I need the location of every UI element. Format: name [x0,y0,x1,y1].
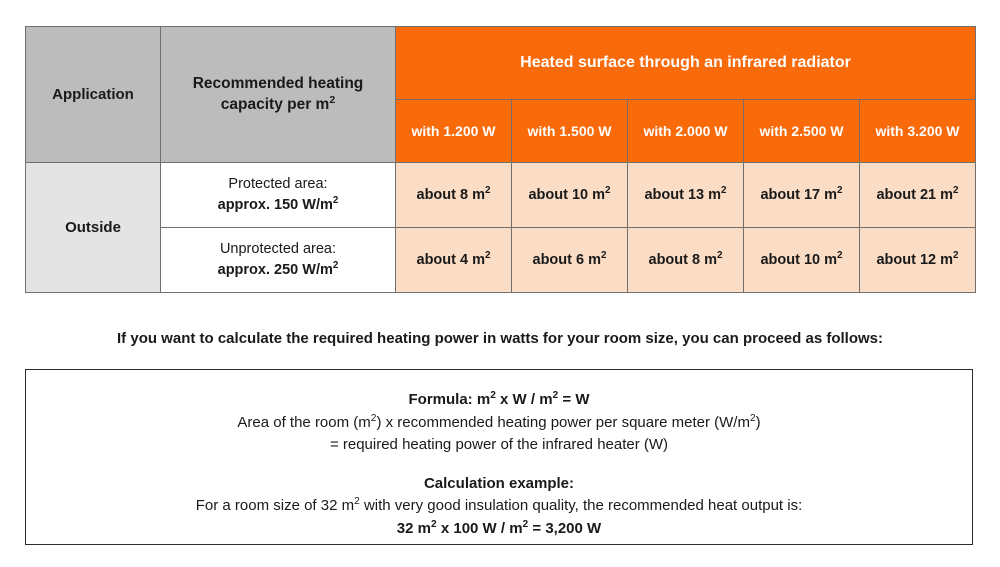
formula-title: Formula: $m^2$ x $W / m^2 = W$ [408,390,590,408]
row-description-protected [161,163,396,228]
example-line-2: 32 $m^2$ x 100 $W / m^2 = 3,200$ W [396,518,602,537]
formula-line-1: Area of the room $(m^2)$ x recommended heating power per square meter $(W/m^2)$ [237,412,761,431]
header-watt-3200: with 3.200 W [860,100,976,163]
value-unprotected-2500: about 10 $m^2$ [744,228,860,293]
formula-box [25,369,973,545]
header-watt-2500: with 2.500 W [744,100,860,163]
row-description-unprotected [161,228,396,293]
row-description-protected-line2: approx. 150 $W/m^2$ [217,195,339,213]
value-protected-1500: about 10 $m^2$ [512,163,628,228]
row-description-unprotected-line2: approx. 250 $W/m^2$ [217,260,339,278]
value-protected-2500: about 17 $m^2$ [744,163,860,228]
row-description-unprotected-line1: Unprotected area: [219,240,337,257]
value-unprotected-1500: about 6 $m^2$ [512,228,628,293]
header-capacity-line2: capacity per $m^2$ [220,93,336,113]
header-watt-1200: with 1.200 W [396,100,512,163]
calculation-caption: If you want to calculate the required heating power in watts for your room size, you can proceed as follows: [117,330,883,347]
value-protected-3200: about 21 $m^2$ [860,163,976,228]
table-header-row-top [26,27,976,100]
header-heated-surface: Heated surface through an infrared radiator [396,27,976,100]
header-watt-2000: with 2.000 W [628,100,744,163]
row-description-protected-line1: Protected area: [228,175,328,192]
header-capacity-line1: Recommended heating [192,75,364,93]
formula-line-2: = required heating power of the infrared heater (W) [329,436,669,453]
table-row [26,163,976,228]
heating-capacity-table [25,26,976,293]
value-protected-1200: about 8 $m^2$ [396,163,512,228]
header-application: Application [26,27,161,163]
header-recommended-capacity [161,27,396,163]
formula-spacer [26,457,972,473]
value-protected-2000: about 13 $m^2$ [628,163,744,228]
header-watt-1500: with 1.500 W [512,100,628,163]
value-unprotected-3200: about 12 $m^2$ [860,228,976,293]
example-title: Calculation example: [423,474,575,492]
value-unprotected-1200: about 4 $m^2$ [396,228,512,293]
table-row [26,228,976,293]
value-unprotected-2000: about 8 $m^2$ [628,228,744,293]
row-group-label-outside: Outside [26,163,161,293]
example-line-1: For a room size of 32 $m^2$ with very good insulation quality, the recommended heat output is: [195,496,803,514]
